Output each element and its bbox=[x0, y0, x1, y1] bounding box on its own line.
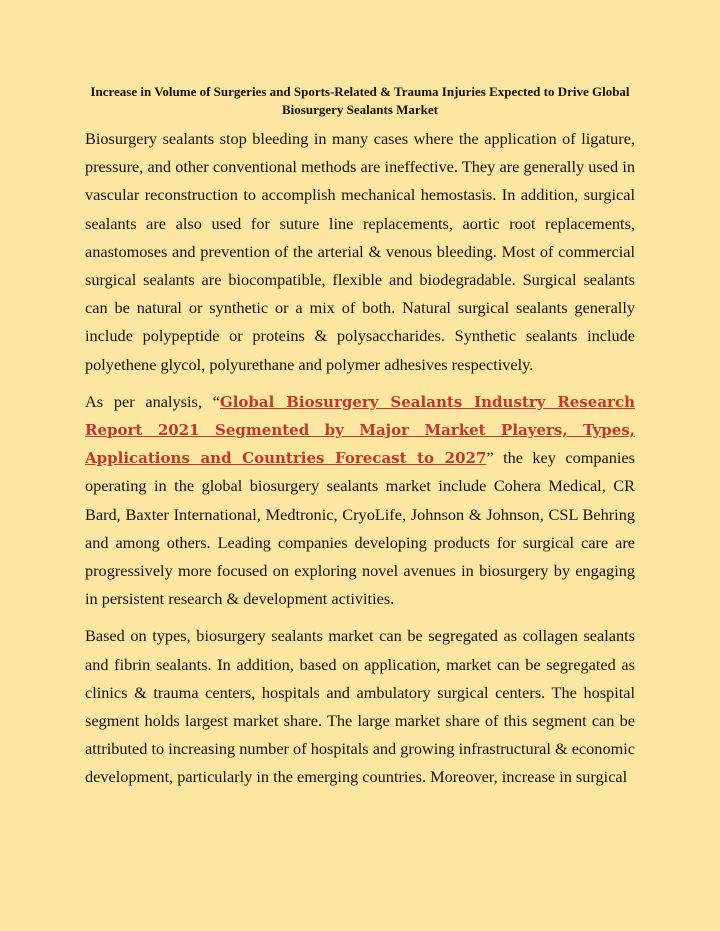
paragraph-segments: Based on types, biosurgery sealants market can be segregated as collagen sealants and fibrin sealants. In addition, based on application, market can be segregated as clinics & trauma centers, hospitals and ambulatory surgical centers. The hospital segment holds largest market share. The large market share of this segment can be attributed to increasing number of hospitals and growing infrastructural & economic development, particularly in the emerging countries. Moreover, increase in surgical bbox=[85, 626, 635, 787]
report-link[interactable]: Global Biosurgery Sealants Industry Research Report 2021 Segmented by Major Market Players, Types, Applications and Countries Forecast to 2027 bbox=[85, 392, 635, 468]
paragraph-analysis-prefix: As per analysis, “ bbox=[85, 391, 220, 411]
document-page bbox=[85, 83, 635, 801]
paragraph-analysis bbox=[85, 388, 635, 614]
paragraph-analysis-suffix: ” the key companies operating in the global biosurgery sealants market include Cohera Medical, CR Bard, Baxter International, Medtronic, CryoLife, Johnson & Johnson, CSL Behring and among others. Leading companies developing products for surgical care are progressively more focused on exploring novel avenues in biosurgery by engaging in persistent research & development activities. bbox=[85, 448, 635, 609]
paragraph-intro: Biosurgery sealants stop bleeding in many cases where the application of ligature, pressure, and other conventional methods are ineffective. They are generally used in vascular reconstruction to accomplish mechanical hemostasis. In addition, surgical sealants are also used for suture line replacements, aortic root replacements, anastomoses and prevention of the arterial & venous bleeding. Most of commercial surgical sealants are biocompatible, flexible and biodegradable. Surgical sealants can be natural or synthetic or a mix of both. Natural surgical sealants generally include polypeptide or proteins & polysaccharides. Synthetic sealants include polyethene glycol, polyurethane and polymer adhesives respectively. bbox=[85, 129, 635, 374]
document-title: Increase in Volume of Surgeries and Sports-Related & Trauma Injuries Expected to Drive Global Biosurgery Sealants Market bbox=[90, 84, 630, 117]
